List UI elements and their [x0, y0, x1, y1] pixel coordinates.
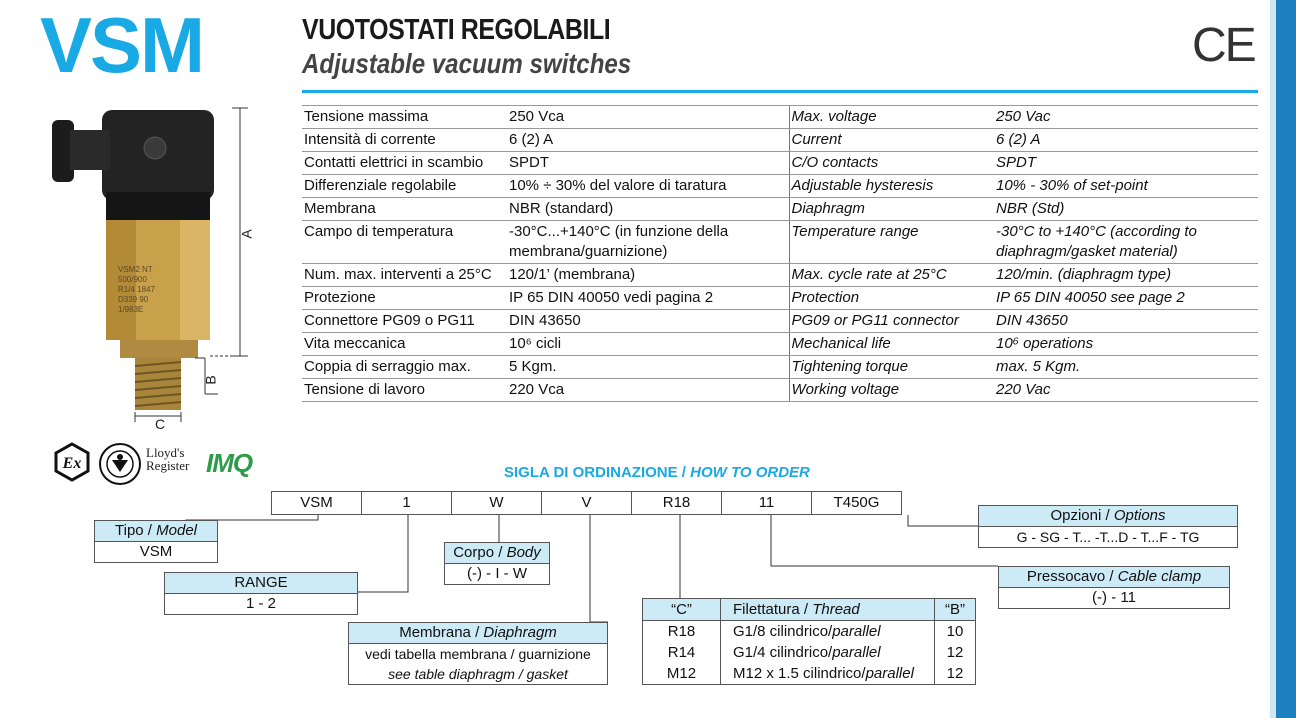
engraving-line-2: 500/900	[118, 275, 147, 284]
spec-value-en: 6 (2) A	[994, 129, 1258, 152]
ce-mark-logo: CE	[1192, 19, 1255, 72]
thread-code: M12	[643, 663, 721, 684]
spec-value-it: 250 Vca	[507, 106, 789, 129]
spec-value-en: 250 Vac	[994, 106, 1258, 129]
thread-b-value: 10	[946, 623, 964, 640]
spec-label-it: Intensità di corrente	[302, 129, 507, 152]
spec-value-it: 5 Kgm.	[507, 356, 789, 379]
spec-label-it: Tensione massima	[302, 106, 507, 129]
cable-clamp-box	[998, 566, 1230, 609]
ordering-title-it: SIGLA DI ORDINAZIONE	[504, 464, 678, 481]
spec-value-it: 10% ÷ 30% del valore di taratura	[507, 175, 789, 198]
thread-table-row	[643, 621, 975, 642]
range-box	[164, 572, 358, 615]
spec-label-it: Contatti elettrici in scambio	[302, 152, 507, 175]
engraving-line-4: D339 90	[118, 295, 149, 304]
lloyds-line-2: Register	[146, 458, 190, 473]
spec-label-it: Protezione	[302, 287, 507, 310]
spec-value-it: 6 (2) A	[507, 129, 789, 152]
thread-code: R18	[643, 621, 721, 642]
dimension-c-label: C	[155, 416, 166, 432]
ordering-title-en: HOW TO ORDER	[690, 464, 810, 481]
order-code-diaphragm: V	[541, 491, 632, 515]
dimension-b-label: B	[202, 375, 219, 385]
options-box	[978, 505, 1238, 548]
diaphragm-box-value-it: vedi tabella membrana / guarnizione	[349, 644, 607, 664]
spec-value-en: -30°C to +140°C (according to diaphragm/gasket material)	[994, 221, 1258, 264]
order-code-body: W	[451, 491, 542, 515]
spec-value-it: NBR (standard)	[507, 198, 789, 221]
body-box-header: Corpo / Body	[445, 543, 549, 564]
spec-value-it: 220 Vca	[507, 379, 789, 402]
page-title-en: Adjustable vacuum switches	[302, 48, 632, 79]
spec-label-it: Num. max. interventi a 25°C	[302, 264, 507, 287]
spec-value-en: 120/min. (diaphragm type)	[994, 264, 1258, 287]
thread-description: M12 x 1.5 cilindrico/parallel	[721, 663, 935, 684]
spec-label-en: Max. voltage	[789, 106, 994, 129]
spec-label-en: Tightening torque	[789, 356, 994, 379]
model-box-value: VSM	[95, 542, 217, 562]
spec-label-it: Tensione di lavoro	[302, 379, 507, 402]
spec-label-en: Current	[789, 129, 994, 152]
order-code-options: T450G	[811, 491, 902, 515]
thread-code: R14	[643, 642, 721, 663]
spec-label-it: Vita meccanica	[302, 333, 507, 356]
spec-label-it: Differenziale regolabile	[302, 175, 507, 198]
thread-head-b: “B”	[945, 601, 965, 618]
spec-label-it: Campo di temperatura	[302, 221, 507, 264]
diaphragm-box-header: Membrana / Diaphragm	[349, 623, 607, 644]
product-code-title: VSM	[40, 1, 204, 89]
spec-value-en: max. 5 Kgm.	[994, 356, 1258, 379]
spec-value-it: 10⁶ cicli	[507, 333, 789, 356]
spec-value-en: NBR (Std)	[994, 198, 1258, 221]
body-box-value: (-) - I - W	[445, 564, 549, 584]
spec-value-it: SPDT	[507, 152, 789, 175]
order-code-thread: R18	[631, 491, 722, 515]
thread-table-row	[643, 642, 975, 663]
spec-label-en: Max. cycle rate at 25°C	[789, 264, 994, 287]
cable-clamp-box-header: Pressocavo / Cable clamp	[999, 567, 1229, 588]
spec-label-en: PG09 or PG11 connector	[789, 310, 994, 333]
spec-label-it: Membrana	[302, 198, 507, 221]
options-box-header: Opzioni / Options	[979, 506, 1237, 527]
model-box-header: Tipo / Model	[95, 521, 217, 542]
model-box	[94, 520, 218, 563]
spec-label-it: Coppia di serraggio max.	[302, 356, 507, 379]
options-box-value: G - SG - T... -T...D - T...F - TG	[979, 527, 1237, 547]
spec-label-en: Adjustable hysteresis	[789, 175, 994, 198]
engraving-line-1: VSM2 NT	[118, 265, 153, 274]
thread-head-c: “C”	[643, 599, 721, 620]
page-title-it: VUOTOSTATI REGOLABILI	[302, 14, 611, 46]
ex-text: Ex	[62, 455, 82, 472]
spec-value-it: DIN 43650	[507, 310, 789, 333]
diaphragm-box-value-en: see table diaphragm / gasket	[349, 664, 607, 684]
body-box	[444, 542, 550, 585]
cable-clamp-box-value: (-) - 11	[999, 588, 1229, 608]
spec-value-it: -30°C...+140°C (in funzione della membrana/guarnizione)	[507, 221, 789, 264]
lloyds-line-1: Lloyd's	[146, 445, 185, 460]
spec-value-en: 220 Vac	[994, 379, 1258, 402]
spec-label-en: Temperature range	[789, 221, 994, 264]
spec-label-it: Connettore PG09 o PG11	[302, 310, 507, 333]
spec-value-en: 10⁶ operations	[994, 333, 1258, 356]
thread-head-thread: Filettatura / Thread	[721, 599, 935, 620]
order-code-model: VSM	[271, 491, 362, 515]
order-code-cable-clamp: 11	[721, 491, 812, 515]
spec-label-en: Working voltage	[789, 379, 994, 402]
spec-label-en: Diaphragm	[789, 198, 994, 221]
imq-logo: IMQ	[206, 448, 253, 478]
range-box-header: RANGE	[165, 573, 357, 594]
spec-label-en: Mechanical life	[789, 333, 994, 356]
thread-description: G1/4 cilindrico/parallel	[721, 642, 935, 663]
thread-table-row	[643, 663, 975, 684]
spec-value-en: DIN 43650	[994, 310, 1258, 333]
diaphragm-box	[348, 622, 608, 685]
range-box-value: 1 - 2	[165, 594, 357, 614]
spec-value-it: IP 65 DIN 40050 vedi pagina 2	[507, 287, 789, 310]
spec-value-en: SPDT	[994, 152, 1258, 175]
ordering-title-sep: /	[677, 464, 691, 481]
thread-b-value: 12	[946, 665, 964, 682]
spec-label-en: Protection	[789, 287, 994, 310]
spec-label-en: C/O contacts	[789, 152, 994, 175]
thread-table	[642, 598, 976, 685]
thread-b-value: 12	[946, 644, 964, 661]
spec-value-it: 120/1’ (membrana)	[507, 264, 789, 287]
spec-value-en: IP 65 DIN 40050 see page 2	[994, 287, 1258, 310]
order-code-range: 1	[361, 491, 452, 515]
thread-table-header	[643, 599, 975, 621]
dimension-a-label: A	[238, 229, 255, 239]
engraving-line-5: 1/983E	[118, 305, 144, 314]
thread-description: G1/8 cilindrico/parallel	[721, 621, 935, 642]
engraving-line-3: R1/4 1847	[118, 285, 155, 294]
spec-value-en: 10% - 30% of set-point	[994, 175, 1258, 198]
